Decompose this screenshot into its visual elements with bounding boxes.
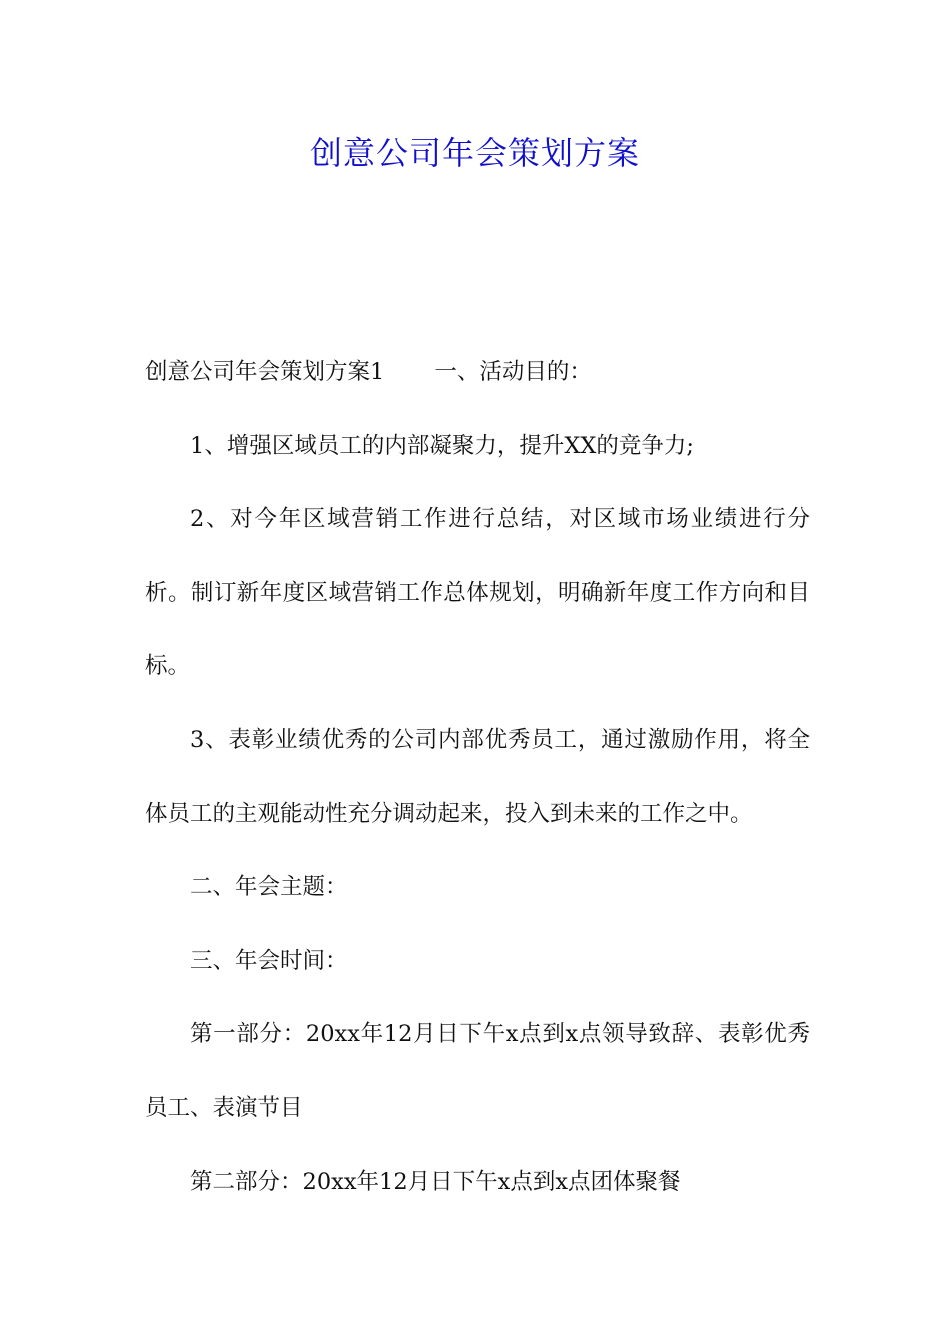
paragraph-goal-2: 2、对今年区域营销工作进行总结，对区域市场业绩进行分析。制订新年度区域营销工作总体规划，明确新年度工作方向和目标。: [145, 506, 810, 680]
document-title: 创意公司年会策划方案: [309, 134, 640, 172]
intro-heading: 创意公司年会策划方案1: [145, 359, 385, 385]
paragraph-part-2: 第二部分：20xx年12月日下午x点到x点团体聚餐: [190, 1168, 681, 1195]
intro-line: [145, 336, 810, 410]
section1-heading: 一、活动目的：: [434, 359, 592, 385]
document-body: [145, 336, 810, 1219]
section2-heading: 二、年会主题：: [190, 874, 348, 901]
section3-heading: 三、年会时间：: [190, 947, 348, 974]
paragraph-part-1: 第一部分：20xx年12月日下午x点到x点领导致辞、表彰优秀员工、表演节目: [145, 1021, 810, 1121]
paragraph-goal-3: 3、表彰业绩优秀的公司内部优秀员工，通过激励作用，将全体员工的主观能动性充分调动起来，投入到未来的工作之中。: [145, 726, 810, 827]
paragraph-goal-1: 1、增强区域员工的内部凝聚力，提升XX的竞争力;: [190, 432, 694, 459]
